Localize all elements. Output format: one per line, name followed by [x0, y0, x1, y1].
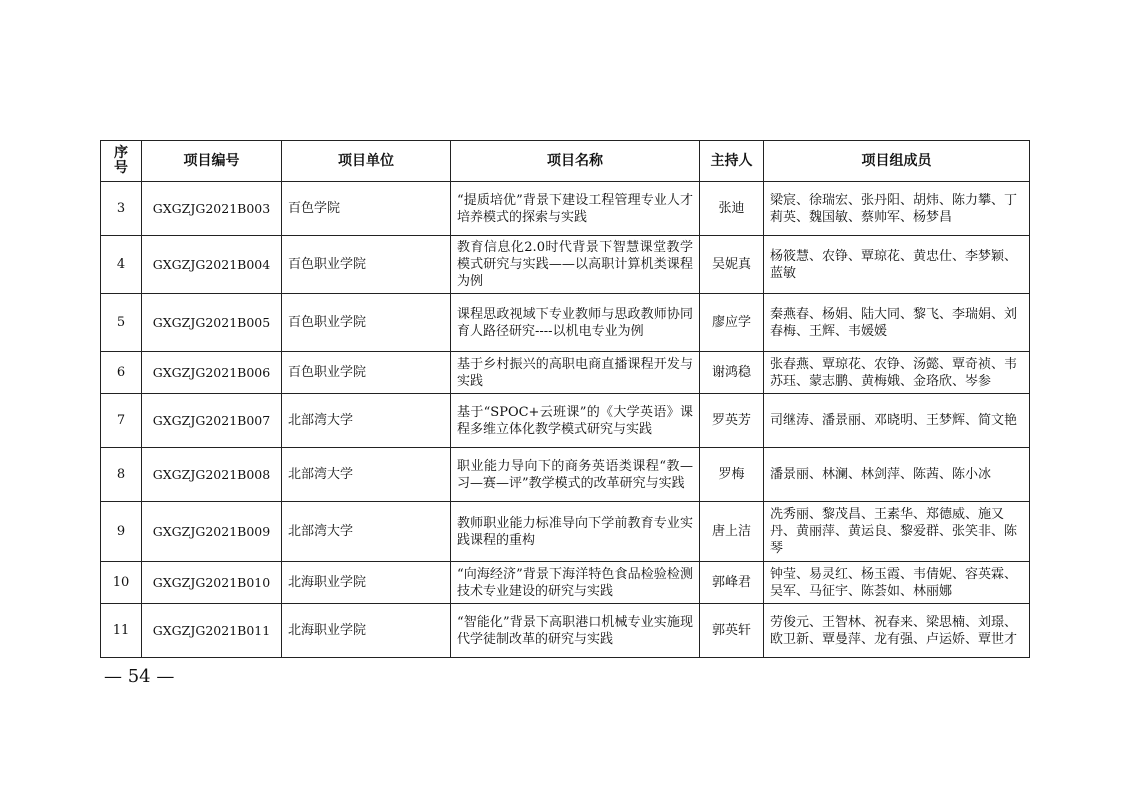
- page-number: — 54 —: [104, 666, 175, 687]
- cell-code: GXGZJG2021B005: [142, 294, 282, 352]
- cell-seq: 5: [101, 294, 142, 352]
- table-row: [101, 562, 1030, 604]
- cell-code: GXGZJG2021B004: [142, 236, 282, 294]
- cell-seq: 6: [101, 352, 142, 394]
- table-row: [101, 604, 1030, 658]
- cell-lead: 唐上洁: [700, 502, 764, 562]
- table-row: [101, 394, 1030, 448]
- cell-members: 梁宸、徐瑞宏、张丹阳、胡炜、陈力攀、丁莉英、魏国敏、蔡帅军、杨梦昌: [764, 182, 1030, 236]
- cell-lead: 张迪: [700, 182, 764, 236]
- cell-unit: 百色职业学院: [282, 294, 451, 352]
- cell-lead: 郭英轩: [700, 604, 764, 658]
- cell-code: GXGZJG2021B007: [142, 394, 282, 448]
- cell-code: GXGZJG2021B009: [142, 502, 282, 562]
- header-members: 项目组成员: [764, 141, 1030, 182]
- table-row: [101, 352, 1030, 394]
- cell-members: 张春燕、覃琼花、农铮、汤懿、覃奇祯、韦苏珏、蒙志鹏、黄梅娥、金珞欣、岑参: [764, 352, 1030, 394]
- cell-seq: 3: [101, 182, 142, 236]
- cell-name: 教育信息化2.0时代背景下智慧课堂教学模式研究与实践——以高职计算机类课程为例: [451, 236, 700, 294]
- table-row: [101, 502, 1030, 562]
- cell-unit: 北海职业学院: [282, 604, 451, 658]
- cell-name: 职业能力导向下的商务英语类课程“教—习—赛—评”教学模式的改革研究与实践: [451, 448, 700, 502]
- cell-unit: 百色学院: [282, 182, 451, 236]
- cell-seq: 11: [101, 604, 142, 658]
- table-row: [101, 448, 1030, 502]
- cell-members: 杨筱慧、农铮、覃琼花、黄忠仕、李梦颖、蓝敏: [764, 236, 1030, 294]
- table-row: [101, 182, 1030, 236]
- cell-seq: 4: [101, 236, 142, 294]
- project-table: [100, 140, 1030, 658]
- cell-seq: 9: [101, 502, 142, 562]
- cell-code: GXGZJG2021B006: [142, 352, 282, 394]
- cell-members: 司继涛、潘景丽、邓晓明、王梦辉、简文艳: [764, 394, 1030, 448]
- cell-members: 秦燕春、杨娟、陆大同、黎飞、李瑞娟、刘春梅、王辉、韦媛媛: [764, 294, 1030, 352]
- cell-name: 基于“SPOC+云班课”的《大学英语》课程多维立体化教学模式研究与实践: [451, 394, 700, 448]
- cell-lead: 罗英芳: [700, 394, 764, 448]
- cell-name: 教师职业能力标准导向下学前教育专业实践课程的重构: [451, 502, 700, 562]
- header-name: 项目名称: [451, 141, 700, 182]
- cell-lead: 廖应学: [700, 294, 764, 352]
- cell-lead: 罗梅: [700, 448, 764, 502]
- cell-seq: 7: [101, 394, 142, 448]
- cell-name: “向海经济”背景下海洋特色食品检验检测技术专业建设的研究与实践: [451, 562, 700, 604]
- cell-code: GXGZJG2021B003: [142, 182, 282, 236]
- cell-members: 潘景丽、林澜、林剑萍、陈茜、陈小冰: [764, 448, 1030, 502]
- cell-code: GXGZJG2021B008: [142, 448, 282, 502]
- cell-unit: 百色职业学院: [282, 236, 451, 294]
- table-row: [101, 236, 1030, 294]
- cell-name: “提质培优”背景下建设工程管理专业人才培养模式的探索与实践: [451, 182, 700, 236]
- table-row: [101, 294, 1030, 352]
- cell-unit: 北海职业学院: [282, 562, 451, 604]
- cell-code: GXGZJG2021B010: [142, 562, 282, 604]
- cell-members: 冼秀丽、黎茂昌、王素华、郑德威、施又丹、黄丽萍、黄运良、黎爱群、张笑非、陈琴: [764, 502, 1030, 562]
- cell-unit: 百色职业学院: [282, 352, 451, 394]
- cell-code: GXGZJG2021B011: [142, 604, 282, 658]
- cell-members: 钟莹、易灵红、杨玉霞、韦倩妮、容英霖、吴军、马征宇、陈荟如、林丽娜: [764, 562, 1030, 604]
- cell-unit: 北部湾大学: [282, 394, 451, 448]
- cell-seq: 8: [101, 448, 142, 502]
- cell-unit: 北部湾大学: [282, 448, 451, 502]
- header-seq: 序号: [101, 141, 142, 182]
- cell-lead: 吴妮真: [700, 236, 764, 294]
- header-lead: 主持人: [700, 141, 764, 182]
- cell-unit: 北部湾大学: [282, 502, 451, 562]
- cell-name: 课程思政视域下专业教师与思政教师协同育人路径研究----以机电专业为例: [451, 294, 700, 352]
- cell-name: “智能化”背景下高职港口机械专业实施现代学徒制改革的研究与实践: [451, 604, 700, 658]
- cell-name: 基于乡村振兴的高职电商直播课程开发与实践: [451, 352, 700, 394]
- cell-members: 劳俊元、王智林、祝春来、梁思楠、刘璟、欧卫新、覃曼萍、龙有强、卢运娇、覃世才: [764, 604, 1030, 658]
- header-unit: 项目单位: [282, 141, 451, 182]
- table-header-row: [101, 141, 1030, 182]
- cell-seq: 10: [101, 562, 142, 604]
- cell-lead: 谢鸿稳: [700, 352, 764, 394]
- header-code: 项目编号: [142, 141, 282, 182]
- cell-lead: 郭峰君: [700, 562, 764, 604]
